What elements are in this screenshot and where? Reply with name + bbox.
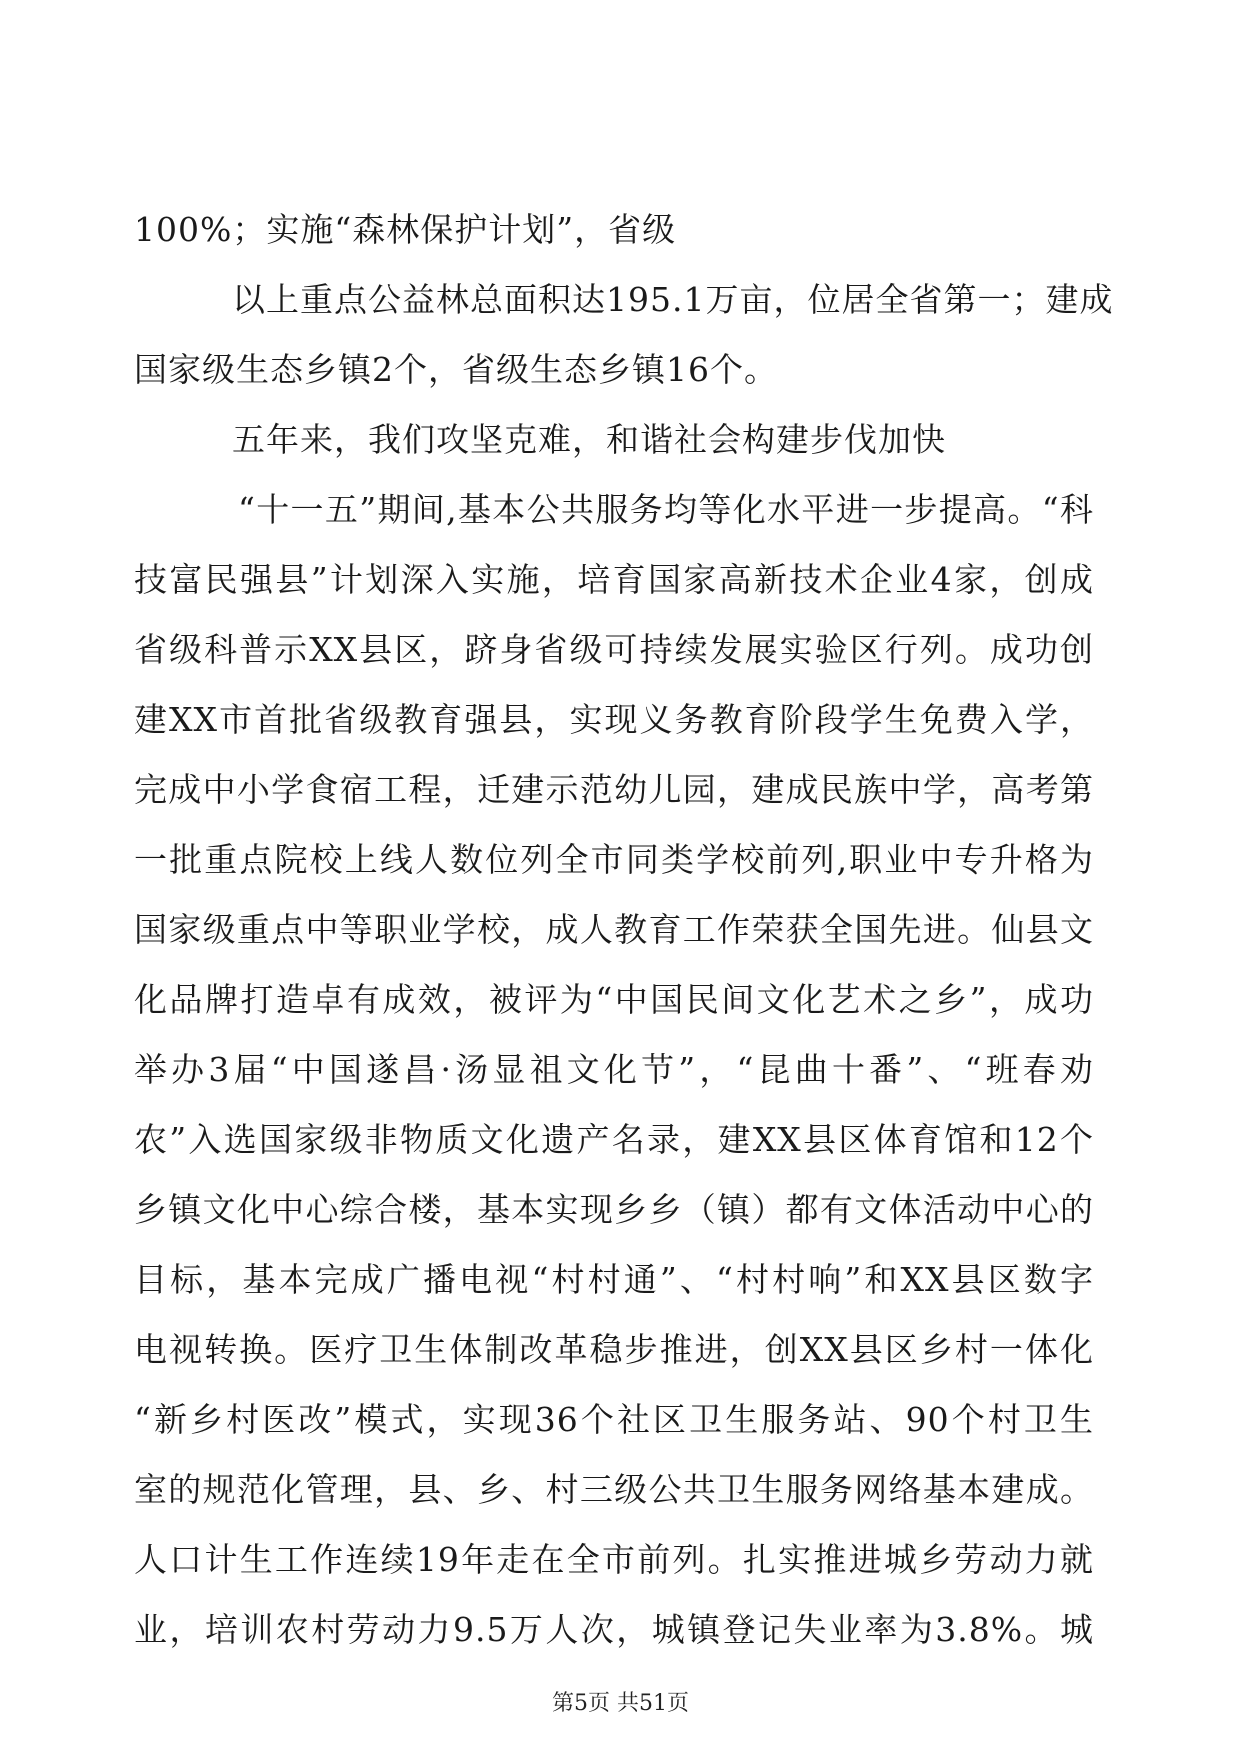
text-line-6: 技富民强县”计划深入实施，培育国家高新技术企业4家，创成 xyxy=(134,560,1094,599)
text-line-8: 建XX市首批省级教育强县，实现义务教育阶段学生免费入学， xyxy=(134,700,1094,739)
text-line-3: 国家级生态乡镇2个，省级生态乡镇16个。 xyxy=(134,350,778,389)
page-footer: 第5页 共51页 xyxy=(552,1691,689,1716)
text-line-21: 业，培训农村劳动力9.5万人次，城镇登记失业率为3.8%。城 xyxy=(134,1610,1094,1649)
text-line-11: 国家级重点中等职业学校，成人教育工作荣获全国先进。仙县文 xyxy=(134,910,1094,949)
text-line-13: 举办3届“中国遂昌·汤显祖文化节”，“昆曲十番”、“班春劝 xyxy=(134,1050,1094,1089)
text-line-17: 电视转换。医疗卫生体制改革稳步推进，创XX县区乡村一体化 xyxy=(134,1330,1094,1369)
text-line-18: “新乡村医改”模式，实现36个社区卫生服务站、90个村卫生 xyxy=(134,1400,1094,1439)
text-line-16: 目标，基本完成广播电视“村村通”、“村村响”和XX县区数字 xyxy=(134,1260,1094,1299)
text-line-5: “十一五”期间,基本公共服务均等化水平进一步提高。“科 xyxy=(238,490,1094,529)
text-line-20: 人口计生工作连续19年走在全市前列。扎实推进城乡劳动力就 xyxy=(134,1540,1094,1579)
text-line-2: 以上重点公益林总面积达195.1万亩，位居全省第一；建成 xyxy=(232,280,1114,319)
text-line-10: 一批重点院校上线人数位列全市同类学校前列,职业中专升格为 xyxy=(134,840,1094,879)
text-line-1: 100%；实施“森林保护计划”，省级 xyxy=(134,210,677,249)
text-line-19: 室的规范化管理，县、乡、村三级公共卫生服务网络基本建成。 xyxy=(134,1470,1094,1509)
text-line-9: 完成中小学食宿工程，迁建示范幼儿园，建成民族中学，高考第 xyxy=(134,770,1094,809)
text-line-7: 省级科普示XX县区，跻身省级可持续发展实验区行列。成功创 xyxy=(134,630,1094,669)
text-line-14: 农”入选国家级非物质文化遗产名录，建XX县区体育馆和12个 xyxy=(134,1120,1094,1159)
text-line-12: 化品牌打造卓有成效，被评为“中国民间文化艺术之乡”，成功 xyxy=(134,980,1094,1019)
text-line-15: 乡镇文化中心综合楼，基本实现乡乡（镇）都有文体活动中心的 xyxy=(134,1190,1094,1229)
text-line-4: 五年来，我们攻坚克难，和谐社会构建步伐加快 xyxy=(232,420,946,459)
